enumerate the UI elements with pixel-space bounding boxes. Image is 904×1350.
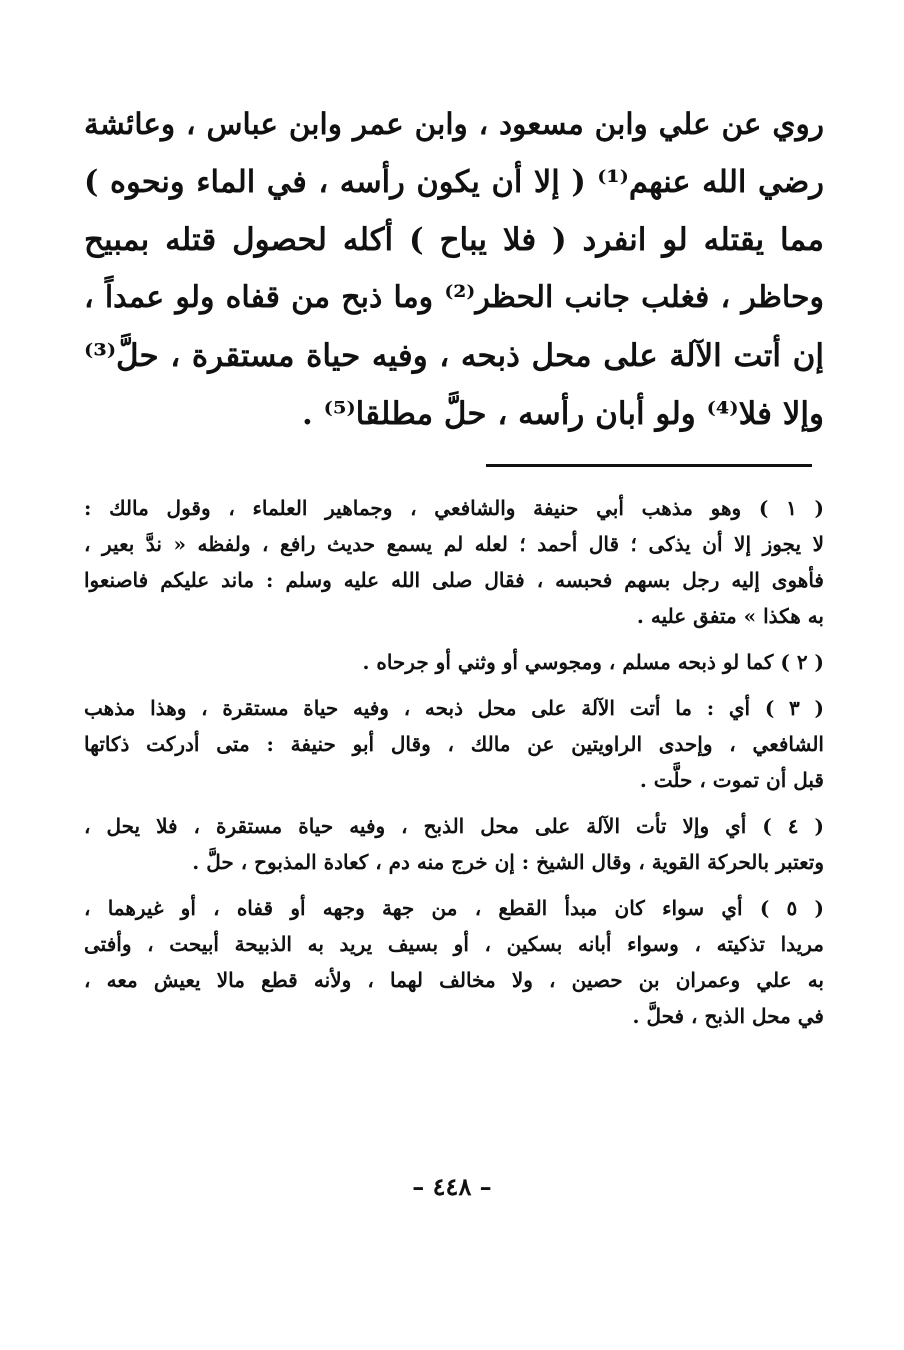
footnote-line: الشافعي ، وإحدى الراويتين عن مالك ، وقال أبو حنيفة : متى أدركت ذكاتها (84, 732, 824, 756)
footnote-4 (84, 808, 824, 880)
footnote-separator (486, 464, 812, 467)
footnote-line: ( ١ ) وهو مذهب أبي حنيفة والشافعي ، وجماهير العلماء ، وقول مالك : (84, 496, 824, 520)
footnote-line: ( ٤ ) أي وإلا تأت الآلة على محل الذبح ، وفيه حياة مستقرة ، فلا يحل ، (84, 814, 824, 838)
footnote-3 (84, 690, 824, 798)
footnotes (84, 490, 824, 1044)
footnote-line: به هكذا » متفق عليه . (636, 604, 824, 628)
main-text-line: إن أتت الآلة على محل ذبحه ، وفيه حياة مستقرة ، حلَّ⁽³⁾ (84, 338, 824, 374)
footnote-1 (84, 490, 824, 634)
footnote-line: وتعتبر بالحركة القوية ، وقال الشيخ : إن خرج منه دم ، كعادة المذبوح ، حلَّ . (192, 850, 824, 874)
footnote-line: به علي وعمران بن حصين ، ولا مخالف لهما ، ولأنه قطع مالا يعيش معه ، (84, 968, 824, 992)
footnote-5 (84, 890, 824, 1034)
footnote-line: ( ٢ ) كما لو ذبحه مسلم ، ومجوسي أو وثني أو جرحاه . (362, 650, 824, 674)
footnote-line: ( ٣ ) أي : ما أتت الآلة على محل ذبحه ، وفيه حياة مستقرة ، وهذا مذهب (84, 696, 824, 720)
main-text-line: وإلا فلا⁽⁴⁾ ولو أبان رأسه ، حلَّ مطلقا⁽⁵⁾ . (302, 396, 824, 432)
footnote-line: قبل أن تموت ، حلَّت . (639, 768, 824, 792)
main-text-line: مما يقتله لو انفرد ( فلا يباح ) أكله لحصول قتله بمبيح (84, 222, 824, 258)
main-text-line: رضي الله عنهم⁽¹⁾ ( إلا أن يكون رأسه ، في الماء ونحوه ) (84, 164, 824, 200)
footnote-line: فأهوى إليه رجل بسهم فحبسه ، فقال صلى الله عليه وسلم : ماند عليكم فاصنعوا (84, 568, 824, 592)
main-text-line: وحاظر ، فغلب جانب الحظر⁽²⁾ وما ذبح من قفاه ولو عمداً ، (84, 280, 824, 315)
footnote-line: ( ٥ ) أي سواء كان مبدأ القطع ، من جهة وجهه أو قفاه ، أو غيرهما ، (84, 896, 824, 920)
footnote-line: لا يجوز إلا أن يذكى ؛ قال أحمد ؛ لعله لم يسمع حديث رافع ، ولفظه « ندَّ بعير ، (84, 532, 824, 556)
footnote-2 (84, 644, 824, 680)
page-number: – ٤٤٨ – (412, 1172, 492, 1201)
main-text (84, 95, 824, 443)
footnote-line: مريدا تذكيته ، وسواء أبانه بسكين ، أو بسيف يريد به الذبيحة أبيحت ، وأفتى (84, 932, 824, 956)
footnote-line: في محل الذبح ، فحلَّ . (632, 1004, 824, 1028)
main-text-line: روي عن علي وابن مسعود ، وابن عمر وابن عباس ، وعائشة (84, 106, 824, 141)
